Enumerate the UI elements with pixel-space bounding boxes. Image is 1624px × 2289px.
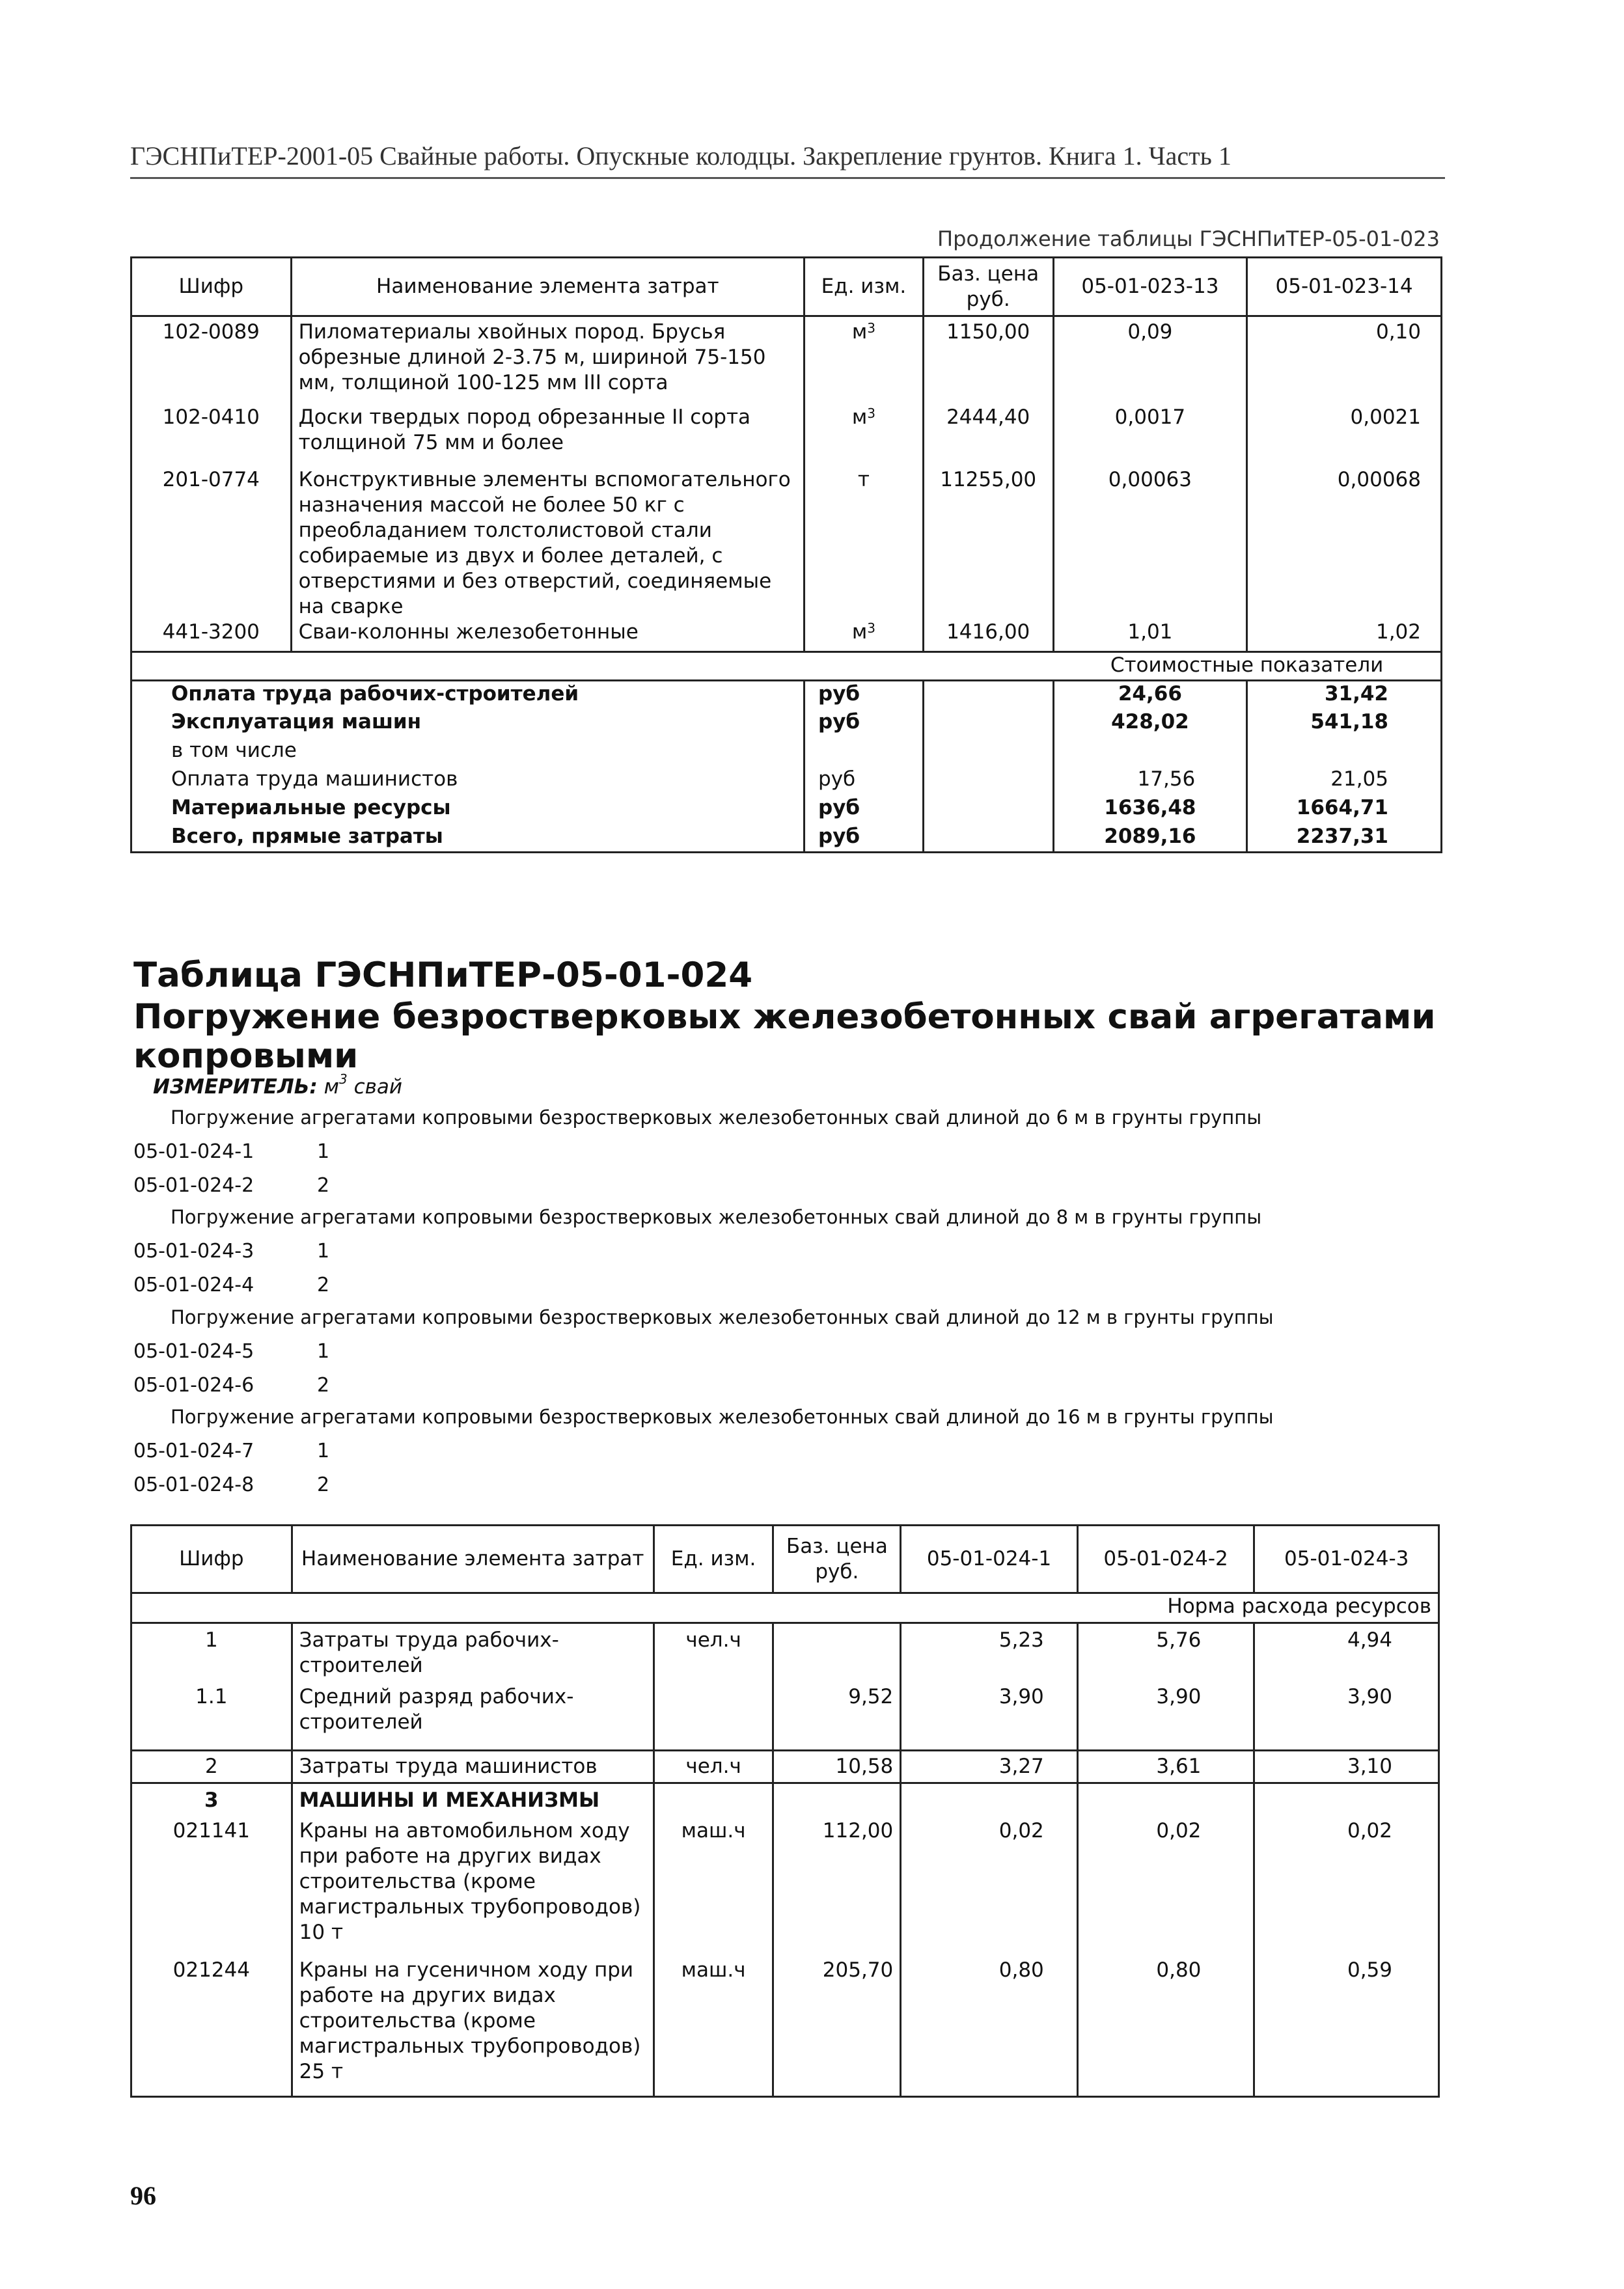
cost-row (131, 709, 1442, 738)
row-code: 3 (131, 1783, 292, 1818)
row-value-13: 0,09 (1053, 316, 1247, 405)
col-header-rate-3: 05-01-024-3 (1254, 1526, 1439, 1593)
col-header-price: Баз. цена руб. (923, 258, 1053, 316)
table-header-row (131, 258, 1442, 316)
table-row (131, 467, 1442, 620)
table-row-section (131, 1783, 1439, 1818)
row-value-13: 0,0017 (1053, 405, 1247, 467)
soil-group: 2 (317, 1473, 330, 1496)
row-name: Краны на автомобильном ходу при работе на других видах строительства (кроме магистральных трубопроводов) 10 т (292, 1818, 654, 1958)
cost-value-13: 2089,16 (1053, 824, 1247, 853)
soil-group: 2 (317, 1274, 330, 1296)
row-value-1: 3,27 (901, 1751, 1078, 1783)
row-code: 201-0774 (131, 467, 292, 620)
measurement-unit: ИЗМЕРИТЕЛЬ: $м^3$ свай (153, 1071, 403, 1099)
cost-unit: руб (805, 824, 924, 853)
cost-value-14 (1247, 738, 1442, 767)
table-subtitle-line1: Погружение безростверковых железобетонных свай агрегатами (133, 997, 1436, 1037)
row-code: 1 (131, 1623, 292, 1684)
row-price: 2444,40 (923, 405, 1053, 467)
cost-row (131, 738, 1442, 767)
cost-value-13: 428,02 (1053, 709, 1247, 738)
row-value-3: 4,94 (1254, 1623, 1439, 1684)
row-name: Сваи-колонны железобетонные (291, 620, 804, 652)
row-unit: чел.ч (654, 1623, 773, 1684)
table-row (131, 316, 1442, 405)
row-code: 2 (131, 1751, 292, 1783)
cost-value-14: 21,05 (1247, 767, 1442, 795)
row-name: Средний разряд рабочих-строителей (292, 1684, 654, 1751)
soil-group: 1 (317, 1340, 330, 1363)
table-row (131, 1818, 1439, 1958)
row-value-2: 3,61 (1077, 1751, 1254, 1783)
cost-value-14: 31,42 (1247, 681, 1442, 709)
col-header-name: Наименование элемента затрат (292, 1526, 654, 1593)
work-code: 05-01-024-7 (133, 1440, 255, 1462)
header-rule (130, 177, 1445, 179)
cost-value-13 (1053, 738, 1247, 767)
table-subtitle-line2: копровыми (133, 1036, 359, 1076)
row-name: Краны на гусеничном ходу при работе на других видах строительства (кроме магистральных трубопроводов) 25 т (292, 1958, 654, 2097)
cost-value-13: 24,66 (1053, 681, 1247, 709)
table-row (131, 1958, 1439, 2097)
row-price: 205,70 (773, 1958, 901, 2097)
cost-row (131, 681, 1442, 709)
work-code: 05-01-024-2 (133, 1174, 255, 1197)
table-continuation-caption: Продолжение таблицы ГЭСНПиТЕР-05-01-023 (937, 226, 1440, 251)
cost-label: в том числе (131, 738, 805, 767)
row-price (773, 1623, 901, 1684)
work-code: 05-01-024-3 (133, 1240, 255, 1263)
cost-unit: руб (805, 709, 924, 738)
row-value-2: 0,02 (1077, 1818, 1254, 1958)
cost-label: Материальные ресурсы (131, 795, 805, 824)
col-header-name: Наименование элемента затрат (291, 258, 804, 316)
col-header-unit: Ед. изм. (654, 1526, 773, 1593)
row-value-14: 0,00068 (1247, 467, 1442, 620)
work-code: 05-01-024-6 (133, 1374, 255, 1397)
table-title: Таблица ГЭСНПиТЕР-05-01-024 (133, 955, 753, 995)
col-header-rate-13: 05-01-023-13 (1053, 258, 1247, 316)
row-unit: маш.ч (654, 1818, 773, 1958)
row-value-1: 5,23 (901, 1623, 1078, 1684)
row-unit: $м^3$ (805, 620, 924, 652)
row-value-1: 0,80 (901, 1958, 1078, 2097)
work-code: 05-01-024-1 (133, 1140, 255, 1163)
row-price: 1150,00 (923, 316, 1053, 405)
row-name: Затраты труда рабочих-строителей (292, 1623, 654, 1684)
row-value-2: 0,80 (1077, 1958, 1254, 2097)
cost-row (131, 795, 1442, 824)
col-header-rate-2: 05-01-024-2 (1077, 1526, 1254, 1593)
col-header-rate-1: 05-01-024-1 (901, 1526, 1078, 1593)
row-code: 021244 (131, 1958, 292, 2097)
table-header-row (131, 1526, 1439, 1593)
row-name: Доски твердых пород обрезанные II сорта толщиной 75 мм и более (291, 405, 804, 467)
row-value-2: 3,90 (1077, 1684, 1254, 1751)
soil-group: 1 (317, 1440, 330, 1462)
row-code: 102-0089 (131, 316, 292, 405)
col-header-unit: Ед. изм. (805, 258, 924, 316)
table-row (131, 620, 1442, 652)
table-row (131, 1623, 1439, 1684)
soil-group: 2 (317, 1174, 330, 1197)
row-name: Пиломатериалы хвойных пород. Брусья обрезные длиной 2-3.75 м, шириной 75-150 мм, толщиной 100-125 мм III сорта (291, 316, 804, 405)
work-code: 05-01-024-5 (133, 1340, 255, 1363)
row-value-1: 0,02 (901, 1818, 1078, 1958)
col-header-code: Шифр (131, 1526, 292, 1593)
table-05-01-024 (130, 1524, 1440, 2098)
col-header-code: Шифр (131, 258, 292, 316)
cost-indicators-header: Стоимостные показатели (1053, 652, 1441, 681)
cost-row (131, 767, 1442, 795)
row-value-2: 5,76 (1077, 1623, 1254, 1684)
cost-value-13: 17,56 (1053, 767, 1247, 795)
cost-row-total (131, 824, 1442, 853)
row-value-3: 0,02 (1254, 1818, 1439, 1958)
row-unit: $м^3$ (805, 405, 924, 467)
row-price: 11255,00 (923, 467, 1053, 620)
row-value-13: 1,01 (1053, 620, 1247, 652)
soil-group: 1 (317, 1140, 330, 1163)
row-unit: $м^3$ (805, 316, 924, 405)
group-description: Погружение агрегатами копровыми безростверковых железобетонных свай длиной до 6 м в грунты группы (171, 1106, 1262, 1129)
cost-label: Оплата труда машинистов (131, 767, 805, 795)
table-05-01-023-continuation (130, 256, 1442, 853)
row-price: 1416,00 (923, 620, 1053, 652)
norm-header-row (131, 1593, 1439, 1623)
cost-value-14: 541,18 (1247, 709, 1442, 738)
cost-label: Всего, прямые затраты (131, 824, 805, 853)
row-value-14: 0,10 (1247, 316, 1442, 405)
group-description: Погружение агрегатами копровыми безростверковых железобетонных свай длиной до 16 м в грунты группы (171, 1406, 1274, 1428)
row-value-13: 0,00063 (1053, 467, 1247, 620)
row-price: 9,52 (773, 1684, 901, 1751)
row-unit: чел.ч (654, 1751, 773, 1783)
soil-group: 1 (317, 1240, 330, 1263)
cost-value-14: 1664,71 (1247, 795, 1442, 824)
soil-group: 2 (317, 1374, 330, 1397)
cost-unit: руб (805, 795, 924, 824)
row-price: 112,00 (773, 1818, 901, 1958)
col-header-price: Баз. цена руб. (773, 1526, 901, 1593)
row-name: Затраты труда машинистов (292, 1751, 654, 1783)
col-header-rate-14: 05-01-023-14 (1247, 258, 1442, 316)
cost-value-13: 1636,48 (1053, 795, 1247, 824)
row-unit: т (805, 467, 924, 620)
row-unit: маш.ч (654, 1958, 773, 2097)
norm-header: Норма расхода ресурсов (901, 1593, 1439, 1623)
cost-unit: руб (805, 767, 924, 795)
row-code: 102-0410 (131, 405, 292, 467)
group-description: Погружение агрегатами копровыми безростверковых железобетонных свай длиной до 12 м в грунты группы (171, 1306, 1274, 1328)
row-code: 1.1 (131, 1684, 292, 1751)
cost-label: Оплата труда рабочих-строителей (131, 681, 805, 709)
table-row (131, 1751, 1439, 1783)
row-value-1: 3,90 (901, 1684, 1078, 1751)
row-value-3: 3,10 (1254, 1751, 1439, 1783)
row-value-14: 0,0021 (1247, 405, 1442, 467)
cost-unit: руб (805, 681, 924, 709)
row-unit (654, 1684, 773, 1751)
row-code: 441-3200 (131, 620, 292, 652)
row-value-3: 0,59 (1254, 1958, 1439, 2097)
cost-value-14: 2237,31 (1247, 824, 1442, 853)
row-value-14: 1,02 (1247, 620, 1442, 652)
row-name: МАШИНЫ И МЕХАНИЗМЫ (292, 1783, 654, 1818)
page-number: 96 (130, 2181, 156, 2210)
work-code: 05-01-024-4 (133, 1274, 255, 1296)
work-code: 05-01-024-8 (133, 1473, 255, 1496)
cost-label: Эксплуатация машин (131, 709, 805, 738)
table-row (131, 405, 1442, 467)
row-code: 021141 (131, 1818, 292, 1958)
cost-unit (805, 738, 924, 767)
row-price: 10,58 (773, 1751, 901, 1783)
row-name: Конструктивные элементы вспомогательного назначения массой не более 50 кг с преобладанием толстолистовой стали собираемые из двух и более деталей, с отверстиями и без отверстий, соединяемые на сварке (291, 467, 804, 620)
running-header: ГЭСНПиТЕР-2001-05 Свайные работы. Опускные колодцы. Закрепление грунтов. Книга 1. Часть 1 (130, 141, 1232, 171)
cost-indicators-header-row (131, 652, 1442, 681)
row-value-3: 3,90 (1254, 1684, 1439, 1751)
group-description: Погружение агрегатами копровыми безростверковых железобетонных свай длиной до 8 м в грунты группы (171, 1206, 1262, 1228)
table-row (131, 1684, 1439, 1751)
